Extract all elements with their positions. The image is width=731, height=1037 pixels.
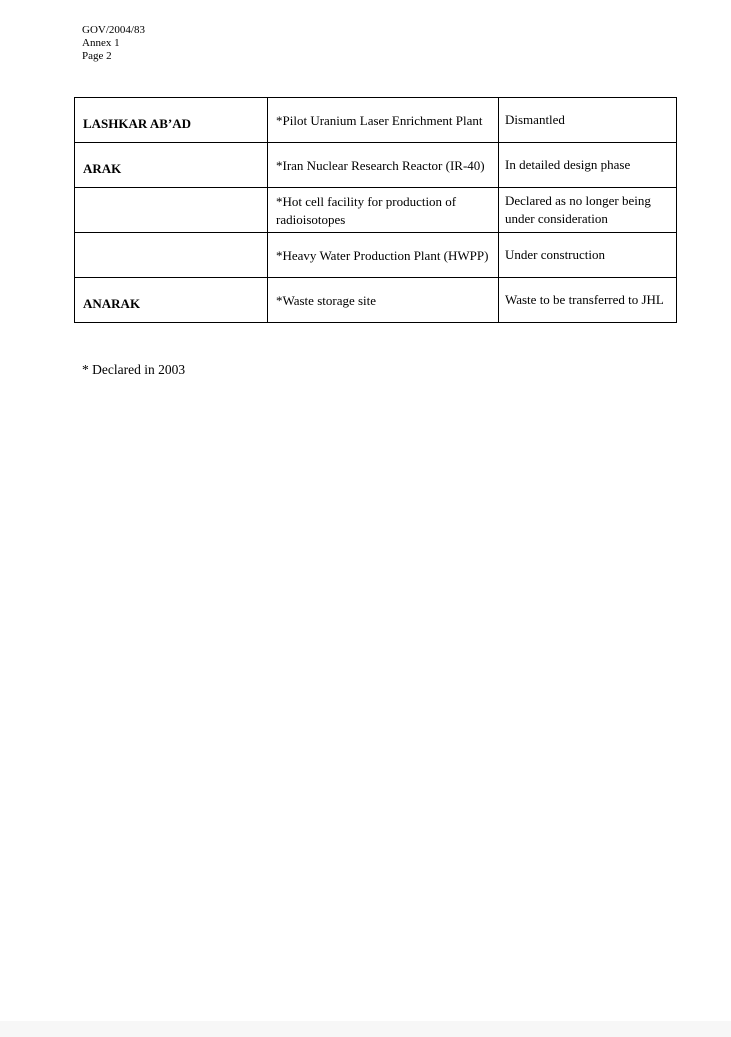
document-header xyxy=(82,24,145,63)
facility-cell: *Waste storage site xyxy=(268,278,499,323)
table-row xyxy=(75,188,677,233)
footnote: * Declared in 2003 xyxy=(82,362,186,377)
site-cell: ARAK xyxy=(75,143,268,188)
facility-cell: *Hot cell facility for production of radioisotopes xyxy=(268,188,499,233)
status-cell: Declared as no longer being under consideration xyxy=(499,188,677,233)
table-row xyxy=(75,278,677,323)
status-cell: Under construction xyxy=(499,233,677,278)
table-row xyxy=(75,98,677,143)
facility-cell: *Heavy Water Production Plant (HWPP) xyxy=(268,233,499,278)
site-cell: LASHKAR AB’AD xyxy=(75,98,268,143)
site-cell: ANARAK xyxy=(75,278,268,323)
annex-label: Annex 1 xyxy=(82,37,120,49)
facilities-table xyxy=(74,97,677,323)
table-row xyxy=(75,143,677,188)
site-cell xyxy=(75,233,268,278)
facility-cell: *Pilot Uranium Laser Enrichment Plant xyxy=(268,98,499,143)
page-bottom-edge xyxy=(0,1021,731,1037)
table-row xyxy=(75,233,677,278)
status-cell: Waste to be transferred to JHL xyxy=(499,278,677,323)
site-cell xyxy=(75,188,268,233)
status-cell: Dismantled xyxy=(499,98,677,143)
document-number: GOV/2004/83 xyxy=(82,24,145,36)
status-cell: In detailed design phase xyxy=(499,143,677,188)
facility-cell: *Iran Nuclear Research Reactor (IR-40) xyxy=(268,143,499,188)
page-number: Page 2 xyxy=(82,50,112,62)
